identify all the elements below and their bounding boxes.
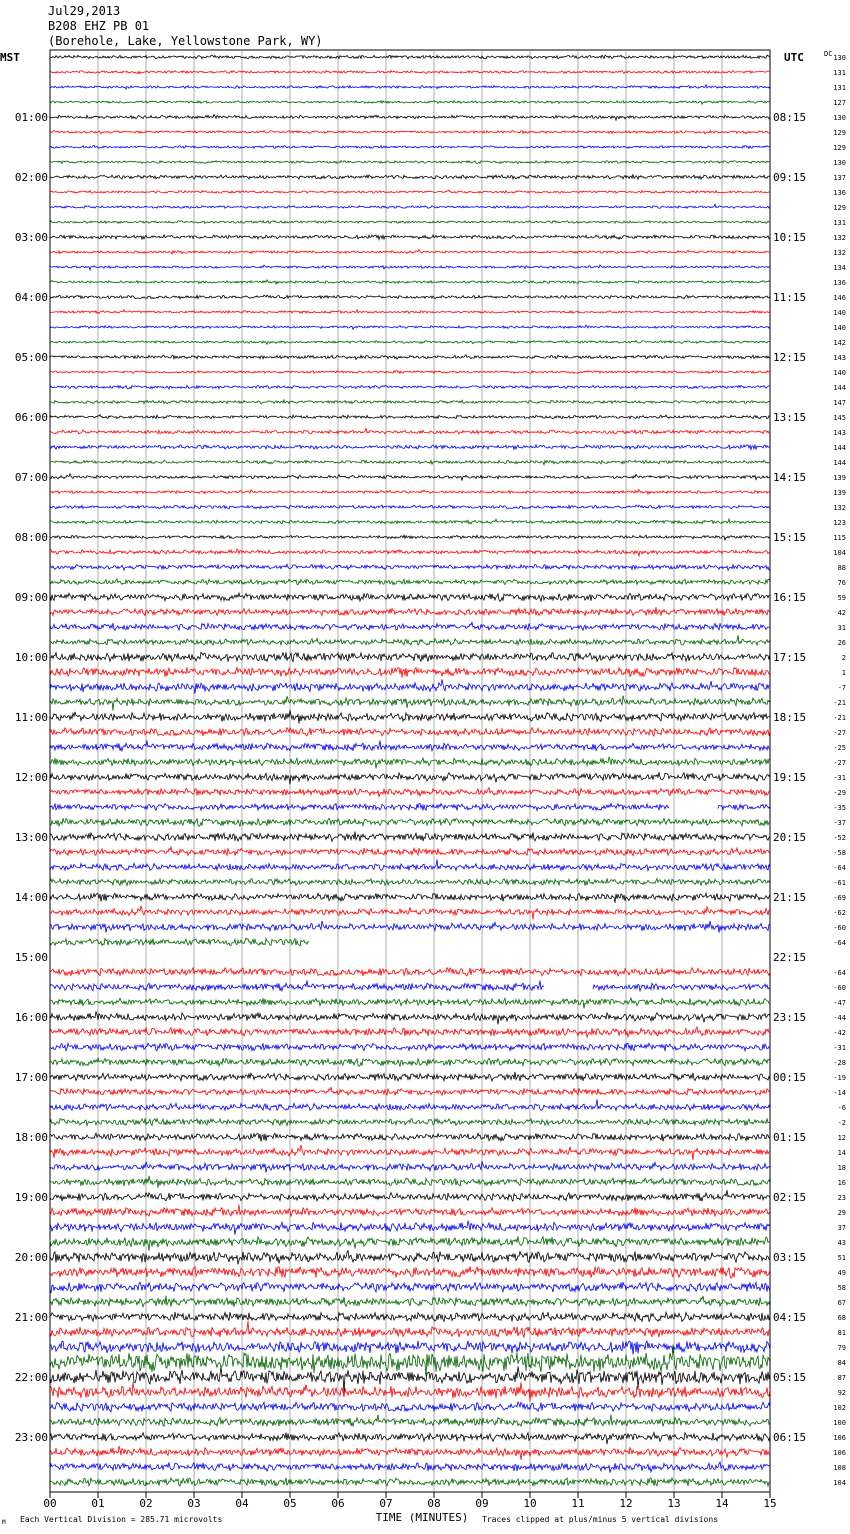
mst-hour-label: 22:00 xyxy=(14,1371,48,1384)
x-tick-label: 04 xyxy=(235,1497,249,1510)
dc-offset-label: 43 xyxy=(837,1239,846,1247)
dc-offset-label: 129 xyxy=(833,129,846,137)
dc-offset-label: 31 xyxy=(837,624,846,632)
dc-offset-label: -37 xyxy=(833,819,846,827)
utc-hour-label: 16:15 xyxy=(773,591,807,604)
dc-offset-label: 67 xyxy=(837,1299,846,1307)
seismic-trace xyxy=(50,460,770,464)
seismic-trace xyxy=(50,1072,770,1081)
seismic-trace xyxy=(50,101,770,105)
seismic-trace xyxy=(50,1250,770,1264)
dc-offset-label: -19 xyxy=(833,1074,846,1082)
dc-offset-label: 132 xyxy=(833,234,846,242)
x-tick-label: 07 xyxy=(379,1497,393,1510)
footer-mark: M xyxy=(2,1519,6,1526)
utc-hour-label: 05:15 xyxy=(773,1371,807,1384)
seismic-trace xyxy=(50,1266,770,1278)
dc-offset-label: 29 xyxy=(837,1209,846,1217)
dc-offset-label: -61 xyxy=(833,879,846,887)
dc-offset-label: 49 xyxy=(837,1269,846,1277)
mst-hour-label: 04:00 xyxy=(14,291,48,304)
dc-offset-label: -64 xyxy=(833,864,846,872)
dc-offset-label: 104 xyxy=(833,549,846,557)
seismic-trace xyxy=(50,535,770,540)
dc-offset-label: 144 xyxy=(833,384,846,392)
seismic-trace xyxy=(50,593,770,602)
seismic-trace xyxy=(50,622,770,630)
seismic-trace xyxy=(50,1446,770,1460)
utc-hour-label: 15:15 xyxy=(773,531,807,544)
mst-hour-label: 20:00 xyxy=(14,1251,48,1264)
x-tick-label: 12 xyxy=(619,1497,633,1510)
dc-offset-label: -52 xyxy=(833,834,846,842)
x-tick-label: 05 xyxy=(283,1497,297,1510)
seismic-trace xyxy=(50,847,770,856)
seismic-trace xyxy=(50,549,770,556)
dc-offset-label: 123 xyxy=(833,519,846,527)
dc-offset-label: 134 xyxy=(833,264,846,272)
seismic-trace xyxy=(50,635,770,645)
dc-offset-label: -21 xyxy=(833,714,846,722)
seismic-trace xyxy=(50,400,770,404)
dc-offset-label: 51 xyxy=(837,1254,846,1262)
dc-offset-label: 136 xyxy=(833,279,846,287)
dc-offset-label: 130 xyxy=(833,54,846,62)
mst-hour-label: 13:00 xyxy=(14,831,48,844)
dc-offset-label: 58 xyxy=(837,1284,846,1292)
dc-offset-label: -21 xyxy=(833,699,846,707)
dc-offset-label: 143 xyxy=(833,429,846,437)
utc-hour-label: 09:15 xyxy=(773,171,807,184)
utc-hour-label: 02:15 xyxy=(773,1191,807,1204)
dc-offset-label: -7 xyxy=(837,684,846,692)
x-tick-label: 14 xyxy=(715,1497,729,1510)
mst-hour-label: 17:00 xyxy=(14,1071,48,1084)
dc-offset-label: 102 xyxy=(833,1404,846,1412)
utc-hour-label: 13:15 xyxy=(773,411,807,424)
seismic-trace xyxy=(50,998,770,1008)
seismic-trace xyxy=(50,968,770,976)
seismic-trace xyxy=(50,385,770,389)
seismic-trace xyxy=(50,295,770,299)
utc-hour-label: 04:15 xyxy=(773,1311,807,1324)
seismic-trace xyxy=(50,679,770,693)
seismic-trace xyxy=(50,1012,770,1025)
mst-hour-label: 05:00 xyxy=(14,351,48,364)
seismic-trace xyxy=(50,728,770,736)
dc-offset-label: 136 xyxy=(833,189,846,197)
seismic-trace xyxy=(50,741,770,751)
seismic-trace xyxy=(50,265,770,270)
dc-offset-label: -47 xyxy=(833,999,846,1007)
dc-offset-label: -28 xyxy=(833,1059,846,1067)
dc-offset-label: 84 xyxy=(837,1359,846,1367)
mst-label: MST xyxy=(0,51,20,64)
mst-hour-label: 14:00 xyxy=(14,891,48,904)
seismic-trace xyxy=(50,1236,770,1250)
seismic-trace xyxy=(50,428,770,434)
mst-hour-label: 10:00 xyxy=(14,651,48,664)
seismic-trace xyxy=(50,1118,770,1125)
dc-offset-label: 129 xyxy=(833,204,846,212)
station-name: B208 EHZ PB 01 xyxy=(48,19,150,33)
dc-offset-label: 144 xyxy=(833,444,846,452)
dc-offset-label: 16 xyxy=(837,1179,846,1187)
dc-offset-label: 106 xyxy=(833,1434,846,1442)
seismic-trace xyxy=(50,652,770,661)
dc-offset-label: 100 xyxy=(833,1419,846,1427)
x-tick-label: 11 xyxy=(571,1497,585,1510)
seismic-trace xyxy=(50,190,770,193)
seismic-trace xyxy=(50,519,770,524)
dc-offset-label: 140 xyxy=(833,369,846,377)
dc-offset-label: -14 xyxy=(833,1089,846,1097)
seismic-trace xyxy=(50,710,770,723)
seismic-trace xyxy=(50,938,309,946)
seismic-trace xyxy=(50,204,770,208)
dc-offset-label: 37 xyxy=(837,1224,846,1232)
seismic-trace xyxy=(50,860,770,871)
seismic-trace xyxy=(50,981,770,991)
seismic-trace xyxy=(50,818,770,826)
dc-offset-label: 127 xyxy=(833,99,846,107)
seismic-trace xyxy=(50,340,770,344)
dc-offset-label: 106 xyxy=(833,1449,846,1457)
seismic-trace xyxy=(50,490,770,495)
plot-date: Jul29,2013 xyxy=(48,4,121,18)
dc-offset-label: 26 xyxy=(837,639,846,647)
dc-offset-label: 130 xyxy=(833,114,846,122)
dc-offset-label: 139 xyxy=(833,474,846,482)
dc-offset-label: 1 xyxy=(841,669,846,677)
dc-offset-label: -58 xyxy=(833,849,846,857)
dc-offset-label: -29 xyxy=(833,789,846,797)
mst-hour-label: 07:00 xyxy=(14,471,48,484)
utc-hour-label: 14:15 xyxy=(773,471,807,484)
seismic-trace xyxy=(50,325,770,329)
seismic-trace xyxy=(50,831,770,841)
dc-offset-label: 59 xyxy=(837,594,846,602)
seismic-trace xyxy=(50,55,770,59)
dc-offset-label: 42 xyxy=(837,609,846,617)
seismic-trace xyxy=(50,696,770,711)
dc-offset-label: 147 xyxy=(833,399,846,407)
mst-hour-label: 15:00 xyxy=(14,951,48,964)
mst-hour-label: 03:00 xyxy=(14,231,48,244)
dc-offset-label: 131 xyxy=(833,84,846,92)
utc-hour-label: 11:15 xyxy=(773,291,807,304)
seismic-trace xyxy=(50,355,770,360)
seismic-trace xyxy=(50,878,770,885)
seismic-trace xyxy=(50,1296,770,1307)
mst-hour-label: 08:00 xyxy=(14,531,48,544)
seismic-trace xyxy=(50,564,770,570)
dc-offset-label: 68 xyxy=(837,1314,846,1322)
seismic-trace xyxy=(50,1282,770,1293)
x-tick-label: 13 xyxy=(667,1497,681,1510)
dc-offset-label: -64 xyxy=(833,969,846,977)
utc-hour-label: 21:15 xyxy=(773,891,807,904)
dc-offset-label: 81 xyxy=(837,1329,846,1337)
seismic-trace xyxy=(50,1433,770,1445)
dc-offset-label: 132 xyxy=(833,249,846,257)
dc-offset-label: 130 xyxy=(833,159,846,167)
x-tick-label: 15 xyxy=(763,1497,777,1510)
seismic-trace xyxy=(50,772,770,784)
dc-offset-label: 142 xyxy=(833,339,846,347)
mst-hour-label: 12:00 xyxy=(14,771,48,784)
dc-offset-label: 140 xyxy=(833,309,846,317)
utc-hour-label: 17:15 xyxy=(773,651,807,664)
utc-hour-label: 20:15 xyxy=(773,831,807,844)
dc-offset-label: -64 xyxy=(833,939,846,947)
seismic-trace xyxy=(50,1043,770,1051)
seismic-trace xyxy=(50,579,770,585)
dc-offset-label: 145 xyxy=(833,414,846,422)
seismic-trace xyxy=(50,1133,770,1141)
dc-offset-label: 115 xyxy=(833,534,846,542)
seismic-trace xyxy=(50,921,770,933)
x-tick-label: 08 xyxy=(427,1497,441,1510)
mst-hour-label: 16:00 xyxy=(14,1011,48,1024)
dc-offset-label: 132 xyxy=(833,504,846,512)
dc-offset-label: 14 xyxy=(837,1149,846,1157)
seismic-trace xyxy=(50,280,770,284)
dc-offset-label: 23 xyxy=(837,1194,846,1202)
dc-offset-label: 88 xyxy=(837,564,846,572)
dc-offset-label: 140 xyxy=(833,324,846,332)
seismic-trace xyxy=(50,174,770,179)
dc-offset-label: 92 xyxy=(837,1389,846,1397)
dc-offset-label: 131 xyxy=(833,219,846,227)
seismic-trace xyxy=(50,161,770,164)
utc-hour-label: 08:15 xyxy=(773,111,807,124)
utc-hour-label: 06:15 xyxy=(773,1431,807,1444)
seismic-trace xyxy=(50,85,770,89)
dc-offset-label: -35 xyxy=(833,804,846,812)
dc-offset-label: 137 xyxy=(833,174,846,182)
utc-hour-label: 00:15 xyxy=(773,1071,807,1084)
dc-offset-label: 144 xyxy=(833,459,846,467)
dc-offset-label: 146 xyxy=(833,294,846,302)
seismic-trace xyxy=(50,445,770,450)
seismic-trace xyxy=(50,1341,770,1355)
mst-hour-label: 02:00 xyxy=(14,171,48,184)
dc-offset-label: -42 xyxy=(833,1029,846,1037)
mst-hour-label: 23:00 xyxy=(14,1431,48,1444)
seismic-trace xyxy=(50,667,770,677)
dc-offset-label: 131 xyxy=(833,69,846,77)
x-tick-label: 03 xyxy=(187,1497,201,1510)
seismic-trace xyxy=(50,71,770,74)
seismic-trace xyxy=(50,607,770,616)
mst-hour-label: 11:00 xyxy=(14,711,48,724)
dc-offset-label: 76 xyxy=(837,579,846,587)
dc-offset-label: -27 xyxy=(833,759,846,767)
seismic-trace xyxy=(50,415,770,419)
dc-offset-label: -44 xyxy=(833,1014,846,1022)
seismic-trace xyxy=(50,803,770,810)
dc-offset-label: 79 xyxy=(837,1344,846,1352)
dc-offset-label: 87 xyxy=(837,1374,846,1382)
x-tick-label: 10 xyxy=(523,1497,537,1510)
seismic-trace xyxy=(50,1221,770,1235)
dc-offset-label: -62 xyxy=(833,909,846,917)
dc-offset-label: 2 xyxy=(841,654,846,662)
dc-offset-label: 108 xyxy=(833,1464,846,1472)
seismic-trace xyxy=(50,1402,770,1412)
dc-offset-label: 143 xyxy=(833,354,846,362)
seismic-trace xyxy=(50,371,770,374)
utc-hour-label: 18:15 xyxy=(773,711,807,724)
mst-hour-label: 09:00 xyxy=(14,591,48,604)
seismic-trace xyxy=(50,145,770,148)
seismic-trace xyxy=(50,1087,770,1095)
seismic-trace xyxy=(50,1176,770,1188)
seismic-trace xyxy=(50,1478,770,1486)
utc-hour-label: 22:15 xyxy=(773,951,807,964)
utc-hour-label: 19:15 xyxy=(773,771,807,784)
clip-note: Traces clipped at plus/minus 5 vertical divisions xyxy=(482,1515,719,1524)
mst-hour-label: 19:00 xyxy=(14,1191,48,1204)
scale-note: Each Vertical Division = 285.71 microvolts xyxy=(20,1515,223,1524)
mst-hour-label: 06:00 xyxy=(14,411,48,424)
dc-offset-label: 139 xyxy=(833,489,846,497)
dc-offset-label: -31 xyxy=(833,1044,846,1052)
x-axis-label: TIME (MINUTES) xyxy=(375,1511,469,1524)
seismic-trace xyxy=(50,1058,770,1067)
station-location: (Borehole, Lake, Yellowstone Park, WY) xyxy=(48,34,323,48)
x-tick-label: 09 xyxy=(475,1497,489,1510)
dc-offset-label: -69 xyxy=(833,894,846,902)
dc-offset-label: -31 xyxy=(833,774,846,782)
seismic-trace xyxy=(50,757,770,769)
dc-offset-label: -6 xyxy=(837,1104,846,1112)
dc-offset-label: -27 xyxy=(833,729,846,737)
seismic-trace xyxy=(50,1100,770,1111)
dc-offset-label: -60 xyxy=(833,924,846,932)
dc-header: DC xyxy=(824,50,833,58)
dc-offset-label: 104 xyxy=(833,1479,846,1487)
mst-hour-label: 01:00 xyxy=(14,111,48,124)
x-tick-label: 00 xyxy=(43,1497,57,1510)
utc-hour-label: 12:15 xyxy=(773,351,807,364)
utc-hour-label: 01:15 xyxy=(773,1131,807,1144)
seismic-trace xyxy=(50,130,770,133)
utc-hour-label: 10:15 xyxy=(773,231,807,244)
seismic-trace xyxy=(50,906,770,920)
x-tick-label: 06 xyxy=(331,1497,345,1510)
dc-offset-label: 12 xyxy=(837,1134,846,1142)
seismic-trace xyxy=(50,788,770,797)
seismic-trace xyxy=(50,115,770,121)
seismic-trace xyxy=(50,221,770,224)
seismic-trace xyxy=(50,1027,770,1038)
dc-offset-label: 129 xyxy=(833,144,846,152)
dc-offset-label: -2 xyxy=(837,1119,846,1127)
seismic-trace xyxy=(50,1161,770,1173)
dc-offset-label: -25 xyxy=(833,744,846,752)
utc-hour-label: 23:15 xyxy=(773,1011,807,1024)
seismic-trace xyxy=(50,235,770,240)
mst-hour-label: 18:00 xyxy=(14,1131,48,1144)
utc-label: UTC xyxy=(784,51,804,64)
seismic-trace xyxy=(50,1145,770,1160)
x-tick-label: 02 xyxy=(139,1497,153,1510)
seismic-trace xyxy=(50,1462,770,1473)
mst-hour-label: 21:00 xyxy=(14,1311,48,1324)
seismic-trace xyxy=(50,1205,770,1217)
utc-hour-label: 03:15 xyxy=(773,1251,807,1264)
seismic-trace xyxy=(50,474,770,481)
seismic-trace xyxy=(50,310,770,314)
seismic-trace xyxy=(50,1415,770,1427)
seismic-trace xyxy=(50,1382,770,1401)
seismic-trace xyxy=(50,1321,770,1337)
dc-offset-label: 18 xyxy=(837,1164,846,1172)
seismic-trace xyxy=(50,250,770,255)
seismic-trace xyxy=(50,1312,770,1321)
seismic-trace xyxy=(50,505,770,509)
seismic-trace xyxy=(50,1190,770,1201)
x-tick-label: 01 xyxy=(91,1497,105,1510)
dc-offset-label: -60 xyxy=(833,984,846,992)
seismic-trace xyxy=(50,893,770,903)
